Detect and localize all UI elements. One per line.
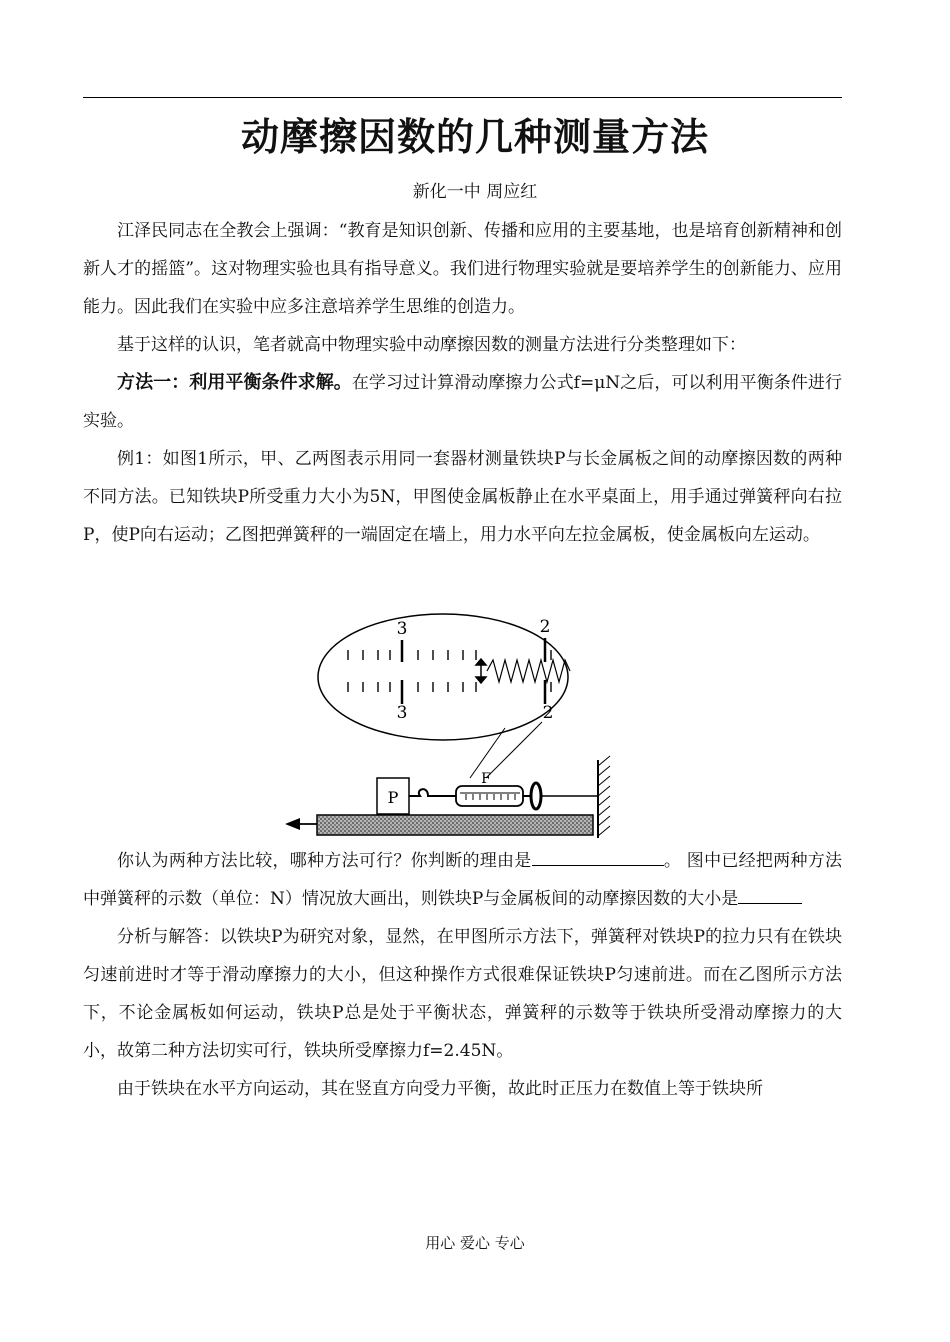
paragraph-continuation: 由于铁块在水平方向运动，其在竖直方向受力平衡，故此时正压力在数值上等于铁块所: [117, 1079, 763, 1099]
method-one-text: 在学习过计算滑动摩擦力公式f=μN之后，可以利用平衡条件进行实验。: [83, 373, 842, 431]
metal-plate: [317, 815, 593, 835]
question-part-a: 你认为两种方法比较，哪种方法可行？你判断的理由是: [117, 851, 532, 871]
author-line: 新化一中 周应红: [412, 182, 538, 202]
paragraph-example-1: 例1：如图1所示，甲、乙两图表示用同一套器材测量铁块P与长金属板之间的动摩擦因数的两种不同方法。已知铁块P所受重力大小为5N，甲图使金属板静止在水平桌面上，用手通过弹簧秤向右拉P，使P向右运动；乙图把弹簧秤的一端固定在墙上，用力水平向左拉金属板，使金属板向左运动。: [83, 449, 842, 545]
spring-zigzag: [487, 660, 570, 682]
ring: [531, 783, 541, 809]
body-text-bottom: [83, 842, 842, 1108]
paragraph-question: [83, 842, 842, 918]
paragraph-basis: 基于这样的认识，笔者就高中物理实验中动摩擦因数的测量方法进行分类整理如下：: [117, 335, 746, 355]
pointer-arrows: [476, 659, 486, 683]
force-label: F: [481, 771, 491, 787]
spring-scale-diagram: [280, 610, 620, 842]
magnified-view-ellipse: [318, 614, 568, 740]
paragraph-intro: 江泽民同志在全教会上强调：“教育是知识创新、传播和应用的主要基地，也是培育创新精神和创新人才的摇篮”。这对物理实验也具有指导意义。我们进行物理实验就是要培养学生的创新能力、应用能力。因此我们在实验中应多注意培养学生思维的创造力。: [83, 221, 842, 317]
figure-1: [280, 610, 620, 842]
scale-label-top-2: 2: [539, 617, 551, 637]
answer-blank-reason: [532, 847, 664, 866]
hook: [409, 789, 456, 796]
header-rule: [83, 97, 842, 98]
page-title: 动摩擦因数的几种测量方法: [240, 115, 709, 159]
page-footer: 用心 爱心 专心: [425, 1234, 525, 1252]
wall-hatching: [598, 756, 610, 836]
callout-line-right: [486, 722, 542, 778]
question-part-b: 。 图中已经把两种方法中弹簧秤的示数（单位：N）情况放大画出，则铁块P与金属板间的动摩擦因数的大小是: [83, 851, 842, 909]
body-text-top: [83, 212, 842, 554]
upper-scale-ticks: [348, 640, 551, 662]
pull-arrow-head: [285, 818, 300, 830]
method-one-heading: 方法一：利用平衡条件求解。: [117, 372, 352, 393]
paragraph-method-one: [83, 364, 842, 440]
scale-label-bottom-3: 3: [396, 703, 408, 723]
lower-scale-ticks: [348, 680, 551, 704]
block-label: P: [387, 788, 399, 807]
paragraph-analysis: 分析与解答：以铁块P为研究对象，显然，在甲图所示方法下，弹簧秤对铁块P的拉力只有在铁块匀速前进时才等于滑动摩擦力的大小，但这种操作方式很难保证铁块P匀速前进。而在乙图所示方法下，不论金属板如何运动，铁块P总是处于平衡状态，弹簧秤的示数等于铁块所受滑动摩擦力的大小，故第二种方法切实可行，铁块所受摩擦力f=2.45N。: [83, 927, 842, 1061]
answer-blank-coefficient: [738, 885, 802, 904]
scale-label-bottom-2: 2: [542, 703, 554, 723]
scale-label-top-3: 3: [396, 619, 408, 639]
